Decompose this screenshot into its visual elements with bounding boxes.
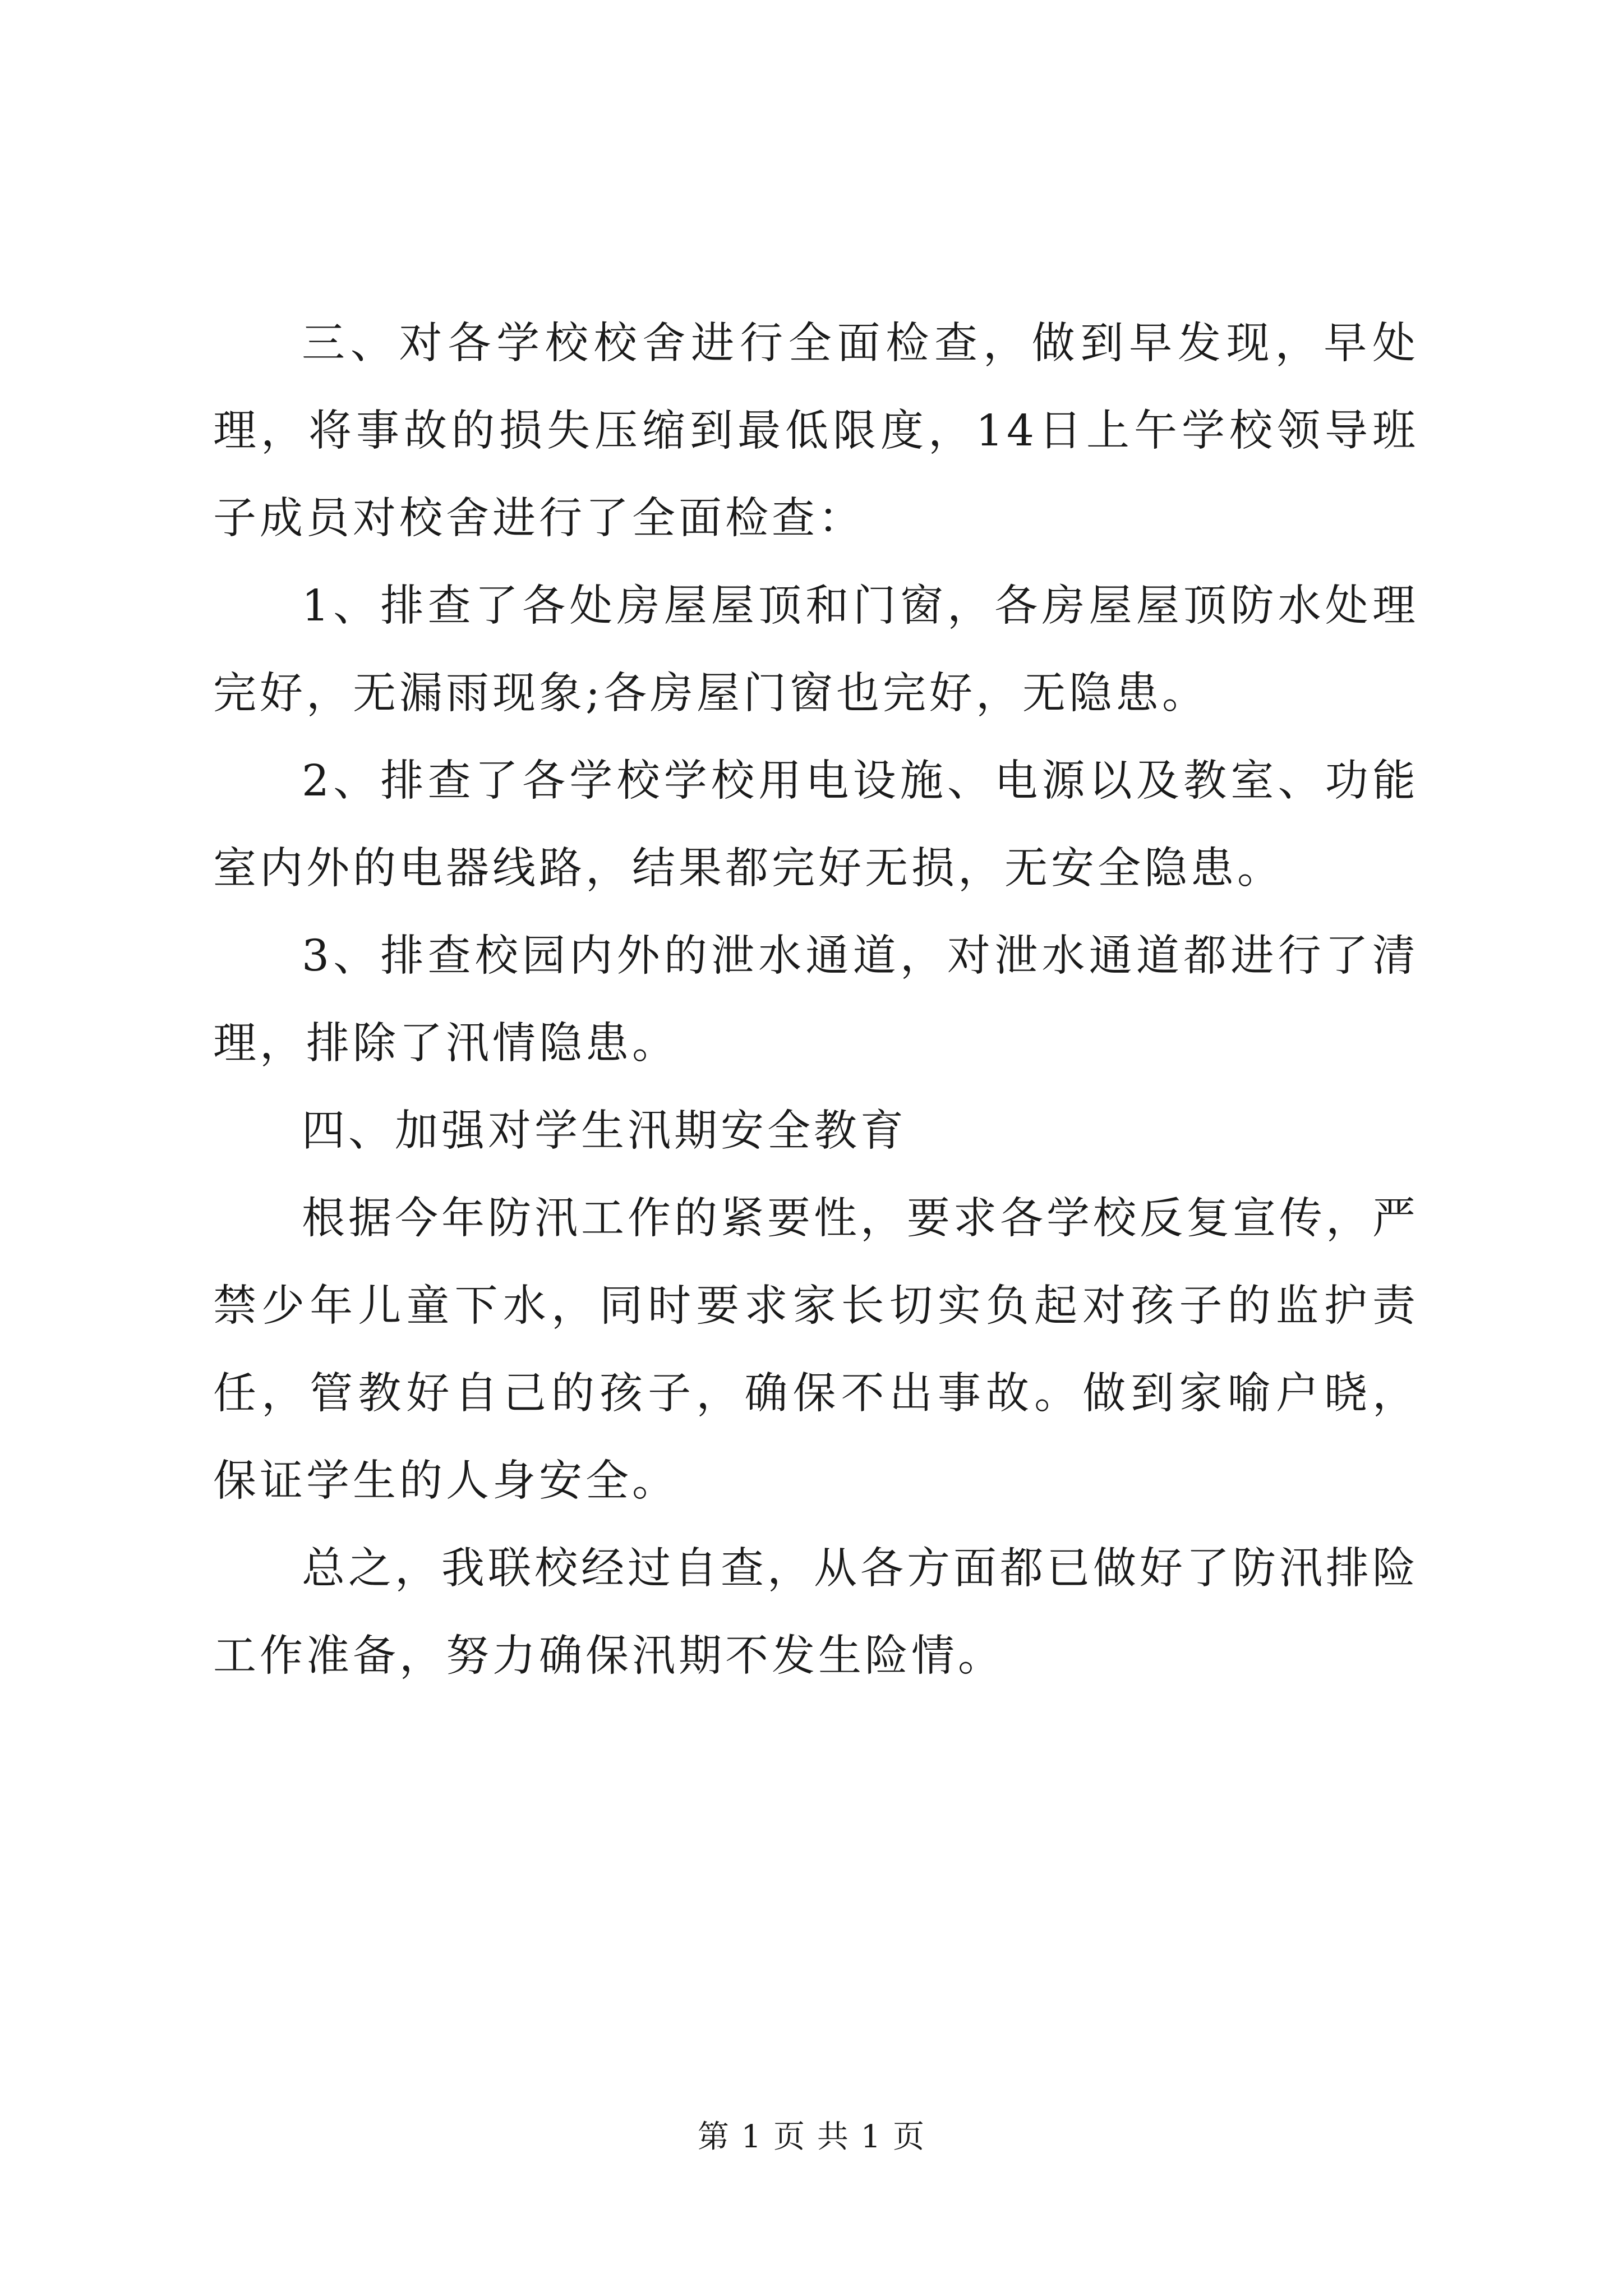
paragraph-conclusion: 总之，我联校经过自查，从各方面都已做好了防汛排险工作准备，努力确保汛期不发生险情。 [213,1544,1419,1681]
page-number-footer: 第 1 页 共 1 页 [697,2119,926,2155]
document-body [213,300,1419,1700]
paragraph-item-3: 3、排查校园内外的泄水通道，对泄水通道都进行了清理，排除了汛情隐患。 [213,931,1419,1069]
paragraph-section-3: 三、对各学校校舍进行全面检查，做到早发现，早处理，将事故的损失压缩到最低限度，14日上午学校领导班子成员对校舍进行了全面检查： [213,319,1419,544]
paragraph-item-1: 1、排查了各处房屋屋顶和门窗，各房屋屋顶防水处理完好，无漏雨现象;各房屋门窗也完好，无隐患。 [213,581,1419,719]
paragraph-item-2: 2、排查了各学校学校用电设施、电源以及教室、功能室内外的电器线路，结果都完好无损，无安全隐患。 [213,756,1419,894]
paragraph-section-4-heading: 四、加强对学生汛期安全教育 [302,1106,907,1156]
paragraph-section-4-body: 根据今年防汛工作的紧要性，要求各学校反复宣传，严禁少年儿童下水，同时要求家长切实负起对孩子的监护责任，管教好自己的孩子，确保不出事故。做到家喻户晓，保证学生的人身安全。 [213,1194,1419,1506]
